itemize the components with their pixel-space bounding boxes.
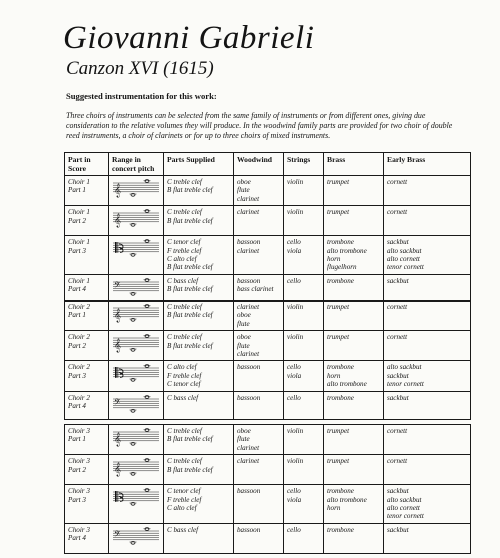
early-brass-item: alto sackbut <box>387 363 422 372</box>
strings-item: cello <box>287 393 301 402</box>
early-brass-item: tenor cornett <box>387 512 424 521</box>
range-cell <box>109 455 164 485</box>
strings-cell <box>284 425 324 455</box>
staff-alto-clef-icon <box>111 363 161 385</box>
part-label: Part 3 <box>68 495 86 504</box>
supplied-item: B flat treble clef <box>167 465 213 474</box>
staff-treble-clef-icon <box>111 427 161 449</box>
staff-treble-clef-icon <box>111 333 161 355</box>
table-row <box>65 425 471 455</box>
part-cell <box>65 331 109 361</box>
woodwind-item: bassoon <box>237 525 261 534</box>
supplied-item: C bass clef <box>167 276 199 285</box>
part-label: Choir 2 <box>68 393 90 402</box>
early-brass-item: sackbut <box>387 393 409 402</box>
page-title: Giovanni Gabrieli <box>63 20 315 56</box>
brass-item: trumpet <box>327 178 350 186</box>
brass-item: trombone <box>327 487 354 496</box>
table-row <box>65 274 471 301</box>
brass-cell <box>324 176 384 206</box>
early-brass-item: tenor cornett <box>387 380 424 389</box>
table-row <box>65 176 471 206</box>
early-brass-item: sackbut <box>387 525 409 534</box>
woodwind-cell <box>234 206 284 236</box>
range-cell <box>109 274 164 301</box>
part-label: Choir 3 <box>68 457 90 466</box>
range-cell <box>109 331 164 361</box>
parts-supplied-cell <box>164 331 234 361</box>
brass-cell <box>324 274 384 301</box>
early-brass-item: alto cornett <box>387 255 420 264</box>
staff-bass-clef-icon <box>111 394 161 416</box>
parts-supplied-cell <box>164 274 234 301</box>
svg-text:𝄢: 𝄢 <box>114 398 121 410</box>
early-brass-cell <box>384 236 471 275</box>
part-label: Part 2 <box>68 465 86 474</box>
strings-item: cello <box>287 363 301 372</box>
brass-cell <box>324 391 384 419</box>
strings-item: viola <box>287 371 302 380</box>
early-brass-item: tenor cornett <box>387 263 424 272</box>
brass-item: horn <box>327 371 341 380</box>
range-cell <box>109 485 164 524</box>
table-row <box>65 301 471 331</box>
part-label: Choir 1 <box>68 208 90 217</box>
part-cell <box>65 485 109 524</box>
early-brass-cell <box>384 361 471 391</box>
supplied-item: C alto clef <box>167 363 197 372</box>
woodwind-item: bassoon <box>237 393 261 402</box>
woodwind-item: flute <box>237 341 250 350</box>
woodwind-item: clarinet <box>237 443 260 452</box>
part-cell <box>65 301 109 331</box>
part-label: Choir 3 <box>68 487 90 496</box>
supplied-item: F treble clef <box>167 371 202 380</box>
header-range <box>109 153 164 176</box>
early-brass-item: cornett <box>387 208 408 217</box>
supplied-item: C treble clef <box>167 427 202 435</box>
woodwind-cell <box>234 523 284 553</box>
brass-item: trombone <box>327 525 354 534</box>
brass-cell <box>324 331 384 361</box>
brass-cell <box>324 361 384 391</box>
part-label: Part 3 <box>68 371 86 380</box>
strings-item: violin <box>287 427 304 435</box>
header-range-line: concert pitch <box>112 164 155 173</box>
range-cell <box>109 206 164 236</box>
part-cell <box>65 236 109 275</box>
early-brass-cell <box>384 301 471 331</box>
choir-1-table <box>64 152 471 302</box>
part-label: Part 4 <box>68 534 86 543</box>
range-cell <box>109 425 164 455</box>
range-cell <box>109 523 164 553</box>
woodwind-item: bassoon <box>237 487 261 496</box>
range-cell <box>109 236 164 275</box>
staff-treble-clef-icon <box>111 208 161 230</box>
brass-item: trombone <box>327 276 354 285</box>
header-woodwind: Woodwind <box>234 153 284 176</box>
range-cell <box>109 391 164 419</box>
early-brass-item: alto sackbut <box>387 246 422 255</box>
woodwind-cell <box>234 274 284 301</box>
early-brass-cell <box>384 331 471 361</box>
supplied-item: B flat treble clef <box>167 186 213 195</box>
table-row <box>65 361 471 391</box>
woodwind-item: bassoon <box>237 363 261 372</box>
staff-treble-clef-icon <box>111 303 161 325</box>
woodwind-cell <box>234 485 284 524</box>
staff-treble-clef-icon <box>111 178 161 200</box>
strings-cell <box>284 523 324 553</box>
woodwind-item: bassoon <box>237 276 261 285</box>
brass-cell <box>324 425 384 455</box>
brass-item: alto trombone <box>327 380 367 389</box>
strings-item: cello <box>287 525 301 534</box>
intro-paragraph: Three choirs of instruments can be selected from the same family of instruments or from different ones, giving due consideration to the relative volumes they will produce. In the woodwind family parts are provided for two choir of double reed instruments, a choir of clarinets or for up to three choirs of mixed instruments. <box>66 111 453 140</box>
header-brass: Brass <box>324 153 384 176</box>
woodwind-item: clarinet <box>237 208 260 217</box>
svg-text:𝄞: 𝄞 <box>114 182 122 197</box>
brass-cell <box>324 485 384 524</box>
part-label: Part 2 <box>68 341 86 350</box>
brass-item: trombone <box>327 363 354 372</box>
early-brass-cell <box>384 485 471 524</box>
early-brass-cell <box>384 425 471 455</box>
svg-text:𝄞: 𝄞 <box>114 462 122 477</box>
brass-item: trombone <box>327 393 354 402</box>
header-early-brass: Early Brass <box>384 153 471 176</box>
strings-cell <box>284 236 324 275</box>
strings-cell <box>284 274 324 301</box>
parts-supplied-cell <box>164 391 234 419</box>
supplied-item: C bass clef <box>167 525 199 534</box>
table-row <box>65 391 471 419</box>
strings-cell <box>284 176 324 206</box>
part-label: Part 4 <box>68 285 86 294</box>
parts-supplied-cell <box>164 301 234 331</box>
brass-item: trumpet <box>327 208 350 217</box>
woodwind-item: oboe <box>237 333 251 342</box>
supplied-item: C tenor clef <box>167 238 201 247</box>
supplied-item: C treble clef <box>167 457 202 466</box>
parts-supplied-cell <box>164 485 234 524</box>
part-cell <box>65 425 109 455</box>
part-label: Choir 2 <box>68 333 90 342</box>
strings-cell <box>284 485 324 524</box>
part-cell <box>65 274 109 301</box>
strings-cell <box>284 331 324 361</box>
woodwind-item: oboe <box>237 178 251 186</box>
strings-cell <box>284 455 324 485</box>
woodwind-cell <box>234 425 284 455</box>
part-cell <box>65 206 109 236</box>
supplied-item: F treble clef <box>167 495 202 504</box>
woodwind-cell <box>234 236 284 275</box>
woodwind-cell <box>234 361 284 391</box>
supplied-item: C treble clef <box>167 208 202 217</box>
woodwind-cell <box>234 391 284 419</box>
woodwind-item: clarinet <box>237 350 260 359</box>
parts-supplied-cell <box>164 361 234 391</box>
strings-item: viola <box>287 495 302 504</box>
woodwind-item: flute <box>237 186 250 195</box>
choir-2-table <box>64 300 471 420</box>
svg-text:𝄢: 𝄢 <box>114 281 121 293</box>
header-range-line: Range in <box>112 155 141 164</box>
parts-supplied-cell <box>164 176 234 206</box>
supplied-item: C bass clef <box>167 393 199 402</box>
header-strings: Strings <box>284 153 324 176</box>
early-brass-cell <box>384 523 471 553</box>
woodwind-item: bass clarinet <box>237 285 274 294</box>
supplied-item: B flat treble clef <box>167 263 213 272</box>
table-row <box>65 523 471 553</box>
brass-cell <box>324 206 384 236</box>
early-brass-item: cornett <box>387 303 408 311</box>
strings-item: violin <box>287 333 304 342</box>
supplied-item: F treble clef <box>167 246 202 255</box>
early-brass-item: alto sackbut <box>387 495 422 504</box>
strings-item: violin <box>287 303 304 311</box>
section-heading: Suggested instrumentation for this work: <box>66 91 217 101</box>
parts-supplied-cell <box>164 455 234 485</box>
part-label: Choir 1 <box>68 178 90 186</box>
woodwind-cell <box>234 301 284 331</box>
header-part-line: Score <box>68 164 86 173</box>
woodwind-item: flute <box>237 319 250 328</box>
range-cell <box>109 361 164 391</box>
parts-supplied-cell <box>164 425 234 455</box>
early-brass-item: cornett <box>387 427 408 435</box>
part-cell <box>65 523 109 553</box>
staff-alto-clef-icon <box>111 238 161 260</box>
early-brass-cell <box>384 206 471 236</box>
woodwind-item: oboe <box>237 427 251 435</box>
part-label: Choir 3 <box>68 525 90 534</box>
table-row <box>65 206 471 236</box>
staff-alto-clef-icon <box>111 487 161 509</box>
early-brass-cell <box>384 274 471 301</box>
supplied-item: B flat treble clef <box>167 285 213 294</box>
strings-item: viola <box>287 246 302 255</box>
svg-text:𝄞: 𝄞 <box>114 338 122 353</box>
work-subtitle: Canzon XVI (1615) <box>66 58 214 79</box>
supplied-item: B flat treble clef <box>167 341 213 350</box>
supplied-item: C tenor clef <box>167 487 201 496</box>
brass-item: alto trombone <box>327 246 367 255</box>
strings-cell <box>284 361 324 391</box>
early-brass-cell <box>384 391 471 419</box>
brass-item: flugelhorn <box>327 263 357 272</box>
supplied-item: C alto clef <box>167 255 197 264</box>
woodwind-item: clarinet <box>237 194 260 203</box>
early-brass-cell <box>384 455 471 485</box>
brass-item: horn <box>327 504 341 513</box>
supplied-item: C treble clef <box>167 333 202 342</box>
part-cell <box>65 361 109 391</box>
strings-item: cello <box>287 238 301 247</box>
woodwind-item: flute <box>237 435 250 444</box>
header-parts-supplied: Parts Supplied <box>164 153 234 176</box>
part-label: Part 2 <box>68 216 86 225</box>
strings-item: violin <box>287 457 304 466</box>
early-brass-item: alto cornett <box>387 504 420 513</box>
brass-item: alto trombone <box>327 495 367 504</box>
part-label: Choir 1 <box>68 276 90 285</box>
early-brass-item: cornett <box>387 333 408 342</box>
brass-item: horn <box>327 255 341 264</box>
header-part-line: Part in <box>68 155 91 164</box>
early-brass-cell <box>384 176 471 206</box>
woodwind-cell <box>234 331 284 361</box>
parts-supplied-cell <box>164 206 234 236</box>
woodwind-item: clarinet <box>237 246 260 255</box>
strings-item: cello <box>287 487 301 496</box>
early-brass-item: sackbut <box>387 238 409 247</box>
woodwind-item: clarinet <box>237 457 260 466</box>
brass-item: trombone <box>327 238 354 247</box>
supplied-item: C alto clef <box>167 504 197 513</box>
brass-cell <box>324 236 384 275</box>
staff-bass-clef-icon <box>111 277 161 299</box>
svg-text:𝄞: 𝄞 <box>114 307 122 322</box>
strings-item: violin <box>287 208 304 217</box>
part-label: Part 4 <box>68 402 86 411</box>
svg-text:𝄞: 𝄞 <box>114 431 122 446</box>
staff-bass-clef-icon <box>111 526 161 548</box>
strings-cell <box>284 206 324 236</box>
woodwind-item: oboe <box>237 311 251 320</box>
table-row <box>65 455 471 485</box>
strings-cell <box>284 391 324 419</box>
brass-item: trumpet <box>327 457 350 466</box>
choir-3-table <box>64 424 471 554</box>
range-cell <box>109 176 164 206</box>
woodwind-cell <box>234 176 284 206</box>
part-label: Part 3 <box>68 246 86 255</box>
supplied-item: B flat treble clef <box>167 435 213 444</box>
brass-cell <box>324 523 384 553</box>
early-brass-item: cornett <box>387 178 408 186</box>
part-cell <box>65 391 109 419</box>
part-cell <box>65 176 109 206</box>
part-label: Part 1 <box>68 186 86 195</box>
parts-supplied-cell <box>164 523 234 553</box>
table-row <box>65 236 471 275</box>
part-label: Part 1 <box>68 311 86 320</box>
brass-item: trumpet <box>327 303 350 311</box>
early-brass-item: sackbut <box>387 276 409 285</box>
brass-cell <box>324 301 384 331</box>
svg-text:𝄢: 𝄢 <box>114 530 121 542</box>
brass-item: trumpet <box>327 427 350 435</box>
table-row <box>65 331 471 361</box>
woodwind-item: bassoon <box>237 238 261 247</box>
strings-cell <box>284 301 324 331</box>
supplied-item: B flat treble clef <box>167 311 213 320</box>
brass-item: trumpet <box>327 333 350 342</box>
part-label: Part 1 <box>68 435 86 444</box>
supplied-item: C tenor clef <box>167 380 201 389</box>
part-label: Choir 3 <box>68 427 90 435</box>
early-brass-item: sackbut <box>387 487 409 496</box>
early-brass-item: sackbut <box>387 371 409 380</box>
supplied-item: B flat treble clef <box>167 216 213 225</box>
staff-treble-clef-icon <box>111 457 161 479</box>
strings-item: violin <box>287 178 304 186</box>
supplied-item: C treble clef <box>167 303 202 311</box>
brass-cell <box>324 455 384 485</box>
part-cell <box>65 455 109 485</box>
header-part <box>65 153 109 176</box>
svg-text:𝄞: 𝄞 <box>114 213 122 228</box>
supplied-item: C treble clef <box>167 178 202 186</box>
part-label: Choir 2 <box>68 363 90 372</box>
strings-item: cello <box>287 276 301 285</box>
range-cell <box>109 301 164 331</box>
table-row <box>65 485 471 524</box>
part-label: Choir 1 <box>68 238 90 247</box>
woodwind-item: clarinet <box>237 303 260 311</box>
early-brass-item: cornett <box>387 457 408 466</box>
parts-supplied-cell <box>164 236 234 275</box>
part-label: Choir 2 <box>68 303 90 311</box>
woodwind-cell <box>234 455 284 485</box>
